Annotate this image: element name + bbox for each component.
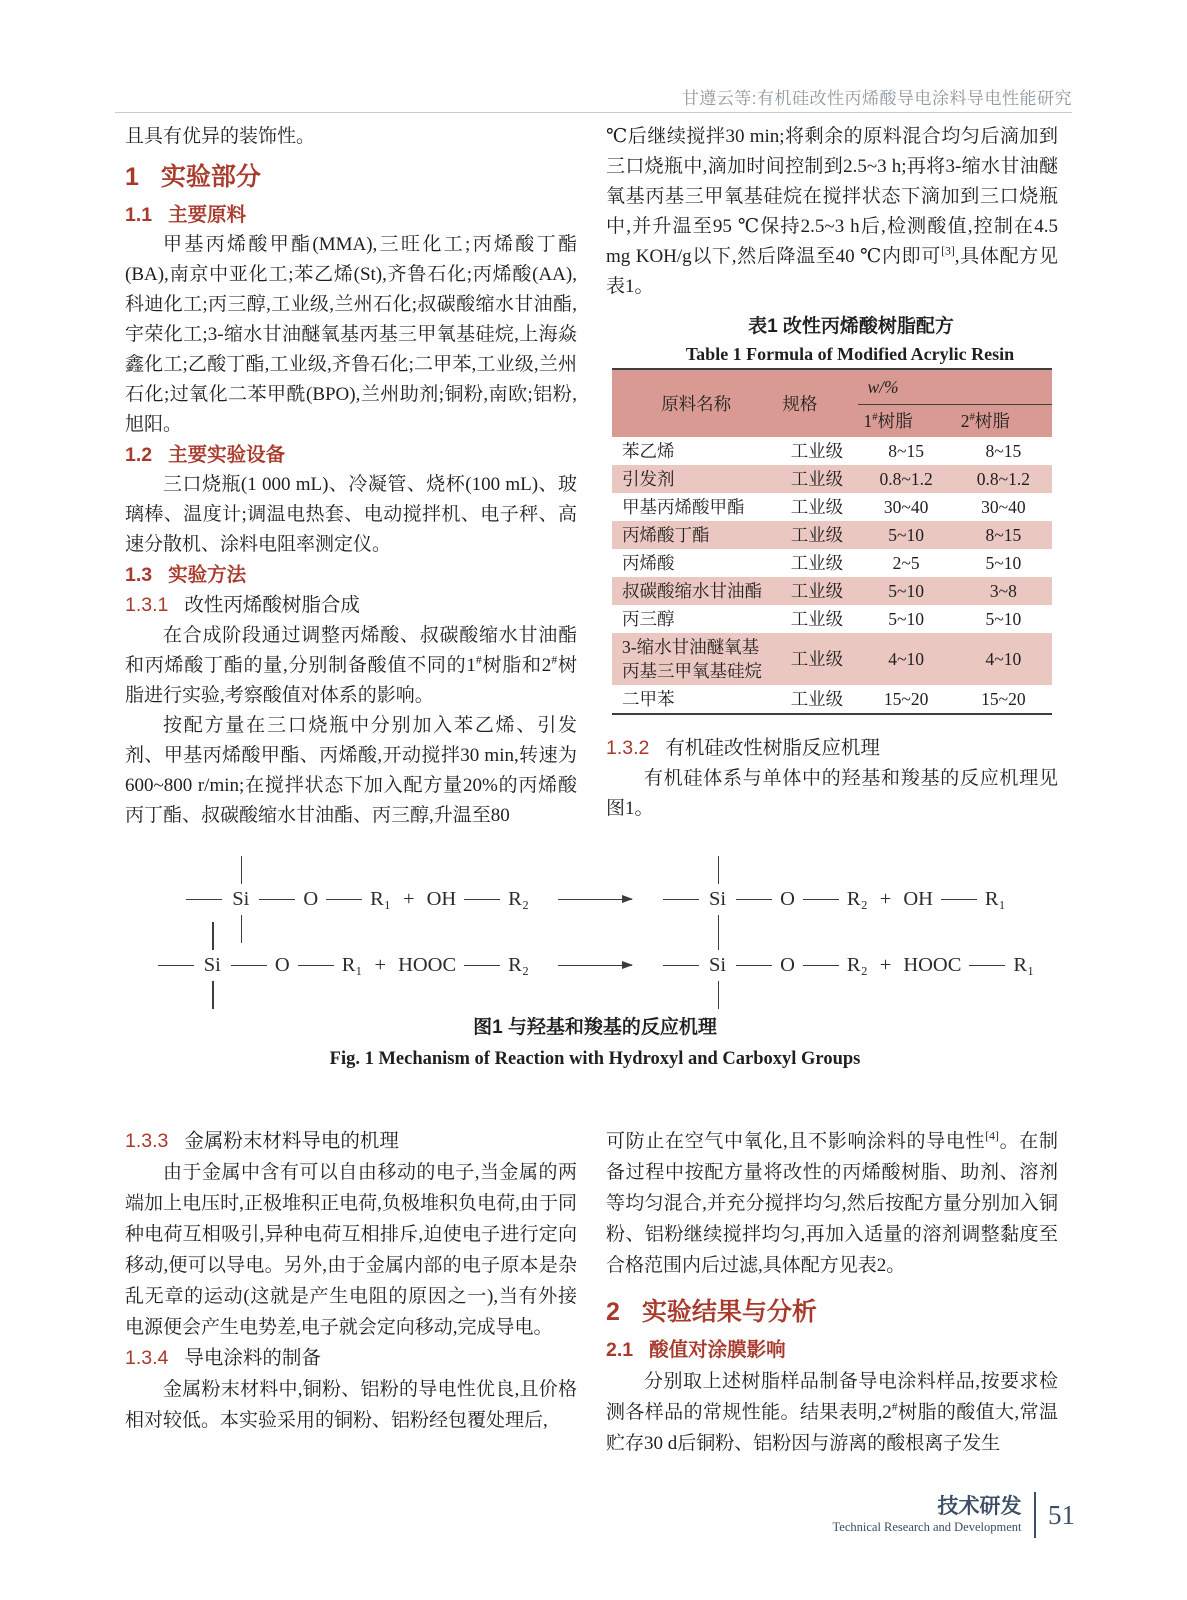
oxygen-atom: O [303, 887, 319, 910]
section-title: 实验部分 [160, 163, 261, 191]
footer-label-en: Technical Research and Development [832, 1520, 1022, 1534]
paragraph-synthesis-a: 在合成阶段通过调整丙烯酸、叔碳酸缩水甘油酯和丙烯酸丁酯的量,分别制备酸值不同的1#树脂和2#树脂进行实验,考察酸值对体系的影响。 [125, 625, 577, 706]
cell-resin1: 5~10 [888, 581, 924, 601]
section-title: 酸值对涂膜影响 [649, 1339, 786, 1361]
cell-spec: 工业级 [790, 609, 844, 629]
cell-resin2: 15~20 [981, 689, 1026, 709]
bond-line [736, 899, 772, 900]
paragraph-coating-preparation: 金属粉末材料中,铜粉、铝粉的导电性优良,且价格相对较低。本实验采用的铜粉、铝粉经包覆处理后, [125, 1379, 577, 1431]
bond-line [326, 899, 362, 900]
r1-group: R₁ [1013, 953, 1035, 976]
section-1-3-3-heading [125, 1126, 577, 1157]
bond-line [803, 965, 839, 966]
section-1-3-heading [125, 560, 577, 590]
oxygen-atom: O [274, 953, 290, 976]
plus-sign: + [879, 953, 892, 976]
table-row [612, 493, 1052, 521]
page-footer [833, 1492, 1075, 1538]
table-row [612, 577, 1052, 605]
footer-divider [1034, 1492, 1037, 1538]
header-rule [115, 112, 1072, 113]
cell-resin2: 4~10 [985, 649, 1022, 669]
section-2-1-heading [606, 1335, 1058, 1366]
section-title: 主要原料 [168, 204, 247, 226]
cell-spec: 工业级 [790, 581, 844, 601]
left-column-bottom [125, 1126, 577, 1436]
section-number: 2.1 [606, 1339, 634, 1361]
cell-resin1: 5~10 [888, 525, 924, 545]
bond-line [231, 965, 267, 966]
silicon-atom: Si [704, 954, 731, 977]
cell-resin2: 3~8 [989, 581, 1017, 601]
right-column-top [606, 122, 1058, 824]
bond-line [663, 965, 699, 966]
cell-resin2: 30~40 [981, 497, 1026, 517]
bond-line [298, 965, 334, 966]
section-title: 主要实验设备 [168, 444, 286, 466]
section-number: 1.3.4 [125, 1347, 169, 1369]
cell-resin1: 0.8~1.2 [879, 469, 933, 489]
section-title: 实验方法 [168, 564, 247, 586]
column-header-resin1: 1#树脂 [858, 405, 955, 438]
paragraph-equipment: 三口烧瓶(1 000 mL)、冷凝管、烧杯(100 mL)、玻璃棒、温度计;调温电热套、电动搅拌机、电子秤、高速分散机、涂料电阻率测定仪。 [125, 474, 577, 555]
cell-resin1: 30~40 [883, 497, 929, 517]
figure-1 [125, 836, 1065, 1072]
section-title: 导电涂料的制备 [184, 1348, 321, 1369]
cell-resin1: 15~20 [883, 689, 929, 709]
section-1-3-4-heading [125, 1343, 577, 1374]
paragraph-mechanism-intro: 有机硅体系与单体中的羟基和羧基的反应机理见图1。 [606, 768, 1058, 819]
carboxyl-group: HOOC [398, 953, 457, 976]
cell-spec: 工业级 [790, 553, 844, 573]
section-title: 金属粉末材料导电的机理 [184, 1131, 399, 1152]
silicon-atom: Si [704, 888, 731, 911]
table1-title-zh: 表1 改性丙烯酸树脂配方 [748, 316, 954, 337]
section-1-3-2-heading [606, 733, 1058, 764]
cell-resin1: 5~10 [888, 609, 924, 629]
table-row [612, 605, 1052, 633]
left-column-top [125, 122, 577, 831]
column-header-material: 原料名称 [612, 369, 776, 437]
cell-spec: 工业级 [790, 525, 844, 545]
cell-material: 3-缩水甘油醚氧基丙基三甲氧基硅烷 [622, 637, 762, 681]
bond-line [259, 899, 295, 900]
cell-material: 二甲苯 [622, 689, 675, 709]
paragraph-intro: 且具有优异的装饰性。 [125, 126, 316, 147]
r2-group: R₂ [846, 953, 868, 976]
cell-resin2: 8~15 [985, 441, 1022, 461]
reaction-arrow [558, 965, 632, 966]
cell-resin2: 0.8~1.2 [976, 469, 1030, 489]
section-1-2-heading [125, 440, 577, 470]
cell-resin2: 5~10 [985, 553, 1022, 573]
cell-material: 丙烯酸丁酯 [622, 525, 710, 545]
bond-line [464, 965, 500, 966]
section-1-1-heading [125, 200, 577, 230]
cell-resin1: 4~10 [888, 649, 924, 669]
section-number: 1.3.2 [606, 737, 650, 759]
cell-resin2: 5~10 [985, 609, 1022, 629]
table1-header [612, 369, 1052, 437]
section-number: 2 [606, 1298, 620, 1326]
paragraph-preparation-cont: 可防止在空气中氧化,且不影响涂料的导电性[4]。在制备过程中按配方量将改性的丙烯酸树脂、助剂、溶剂等均匀混合,并充分搅拌均匀,然后按配方量分别加入铜粉、铝粉继续搅拌均匀,再加入适量的溶剂调整黏度至合格范围内后过滤,具体配方见表2。 [606, 1129, 1058, 1276]
table1-block [606, 314, 1058, 715]
section-number: 1.3.1 [125, 594, 169, 616]
cell-resin1: 2~5 [892, 553, 920, 573]
reaction-row-carboxyl [125, 932, 1065, 998]
bond-line [186, 899, 222, 900]
reaction-arrow [558, 899, 632, 900]
section-number: 1.2 [125, 444, 153, 466]
silicon-atom: Si [227, 888, 254, 911]
r2-group: R₂ [508, 887, 529, 910]
bond-line [803, 899, 839, 900]
footer-label-zh: 技术研发 [937, 1495, 1022, 1518]
section-number: 1.3.3 [125, 1130, 169, 1152]
figure1-caption-zh: 图1 与羟基和羧基的反应机理 [473, 1017, 717, 1038]
page-number: 51 [1048, 1499, 1075, 1530]
cell-material: 苯乙烯 [622, 441, 675, 461]
bond-line [941, 899, 977, 900]
reaction-row-hydroxyl [125, 866, 1065, 932]
paragraph-acid-value-results: 分别取上述树脂样品制备导电涂料样品,按要求检测各样品的常规性能。结果表明,2#树脂的酸值大,常温贮存30 d后铜粉、铝粉因与游离的酸根离子发生 [606, 1371, 1058, 1454]
section-number: 1.3 [125, 564, 153, 586]
section-number: 1.1 [125, 204, 153, 226]
cell-spec: 工业级 [790, 649, 844, 669]
cell-material: 甲基丙烯酸甲酯 [622, 497, 745, 517]
section-title: 实验结果与分析 [641, 1298, 817, 1326]
section-1-heading [125, 158, 577, 196]
paragraph-conduction-mechanism: 由于金属中含有可以自由移动的电子,当金属的两端加上电压时,正极堆积正电荷,负极堆积负电荷,由于同种电荷互相吸引,异种电荷互相排斥,迫使电子进行定向移动,便可以导电。另外,由于金属内部的电子原本是杂乱无章的运动(这就是产生电阻的原因之一),当有外接电源便会产生电势差,电子就会定向移动,完成导电。 [125, 1162, 577, 1338]
cell-spec: 工业级 [790, 689, 844, 709]
r1-group: R₁ [370, 887, 391, 910]
hydroxyl-group: OH [903, 887, 933, 910]
figure1-caption-en: Fig. 1 Mechanism of Reaction with Hydroxyl and Carboxyl Groups [329, 1049, 861, 1069]
bond-line [158, 965, 194, 966]
column-header-w-percent: w/% [858, 369, 1053, 405]
table-row [612, 437, 1052, 465]
section-2-heading [606, 1293, 1058, 1331]
table-row [612, 633, 1052, 685]
r2-group: R₂ [846, 887, 868, 910]
plus-sign: + [403, 887, 415, 910]
section-number: 1 [125, 163, 139, 191]
column-header-resin2: 2#树脂 [955, 405, 1052, 438]
bond-line [736, 965, 772, 966]
oxygen-atom: O [780, 953, 795, 976]
table1 [612, 368, 1052, 715]
paragraph-synthesis-b: 按配方量在三口烧瓶中分别加入苯乙烯、引发剂、甲基丙烯酸甲酯、丙烯酸,开动搅拌30 min,转速为600~800 r/min;在搅拌状态下加入配方量20%的丙烯酸丙丁酯、叔碳酸缩水甘油酯、丙三醇,升温至80 [125, 715, 577, 826]
cell-resin2: 8~15 [985, 525, 1022, 545]
paragraph-raw-materials: 甲基丙烯酸甲酯(MMA),三旺化工;丙烯酸丁酯(BA),南京中亚化工;苯乙烯(St),齐鲁石化;丙烯酸(AA),科迪化工;丙三醇,工业级,兰州石化;叔碳酸缩水甘油酯,宇荣化工;3-缩水甘油醚氧基丙基三甲氧基硅烷,上海焱鑫化工;乙酸丁酯,工业级,齐鲁石化;二甲苯,工业级,兰州石化;过氧化二苯甲酰(BPO),兰州助剂;铜粉,南欧;铝粉,旭阳。 [125, 234, 577, 435]
running-header-title: 甘遵云等:有机硅改性丙烯酸导电涂料导电性能研究 [681, 89, 1072, 108]
table-row [612, 549, 1052, 577]
table-row [612, 685, 1052, 714]
right-column-bottom [606, 1126, 1058, 1459]
bond-line [663, 899, 699, 900]
cell-material: 引发剂 [622, 469, 675, 489]
table-row [612, 521, 1052, 549]
cell-spec: 工业级 [790, 469, 844, 489]
cell-material: 丙烯酸 [622, 553, 675, 573]
bond-line [969, 965, 1005, 966]
cell-material: 叔碳酸缩水甘油酯 [622, 581, 762, 601]
silicon-atom: Si [199, 954, 226, 977]
cell-material: 丙三醇 [622, 609, 675, 629]
r1-group: R₁ [341, 953, 363, 976]
r2-group: R₂ [508, 953, 529, 976]
column-header-spec: 规格 [776, 369, 857, 437]
section-title: 改性丙烯酸树脂合成 [184, 595, 360, 616]
paragraph-procedure-cont: ℃后继续搅拌30 min;将剩余的原料混合均匀后滴加到三口烧瓶中,滴加时间控制到2.5~3 h;再将3-缩水甘油醚氧基丙基三甲氧基硅烷在搅拌状态下滴加到三口烧瓶中,并升温至95 ℃保持2.5~3 h后,检测酸值,控制在4.5 mg KOH/g以下,然后降温至40 ℃内即可[3],具体配方见表1。 [606, 126, 1058, 297]
cell-spec: 工业级 [790, 441, 844, 461]
table1-title-en: Table 1 Formula of Modified Acrylic Resin [685, 344, 1015, 364]
table-row [612, 465, 1052, 493]
oxygen-atom: O [780, 887, 795, 910]
footer-section-label [833, 1495, 1022, 1535]
section-1-3-1-heading [125, 590, 577, 621]
plus-sign: + [879, 887, 892, 910]
r1-group: R₁ [984, 887, 1006, 910]
cell-resin1: 8~15 [888, 441, 924, 461]
cell-spec: 工业级 [790, 497, 844, 517]
bond-line [464, 899, 500, 900]
carboxyl-group: HOOC [903, 953, 962, 976]
section-title: 有机硅改性树脂反应机理 [665, 738, 880, 759]
hydroxyl-group: OH [426, 887, 457, 910]
plus-sign: + [374, 953, 387, 976]
